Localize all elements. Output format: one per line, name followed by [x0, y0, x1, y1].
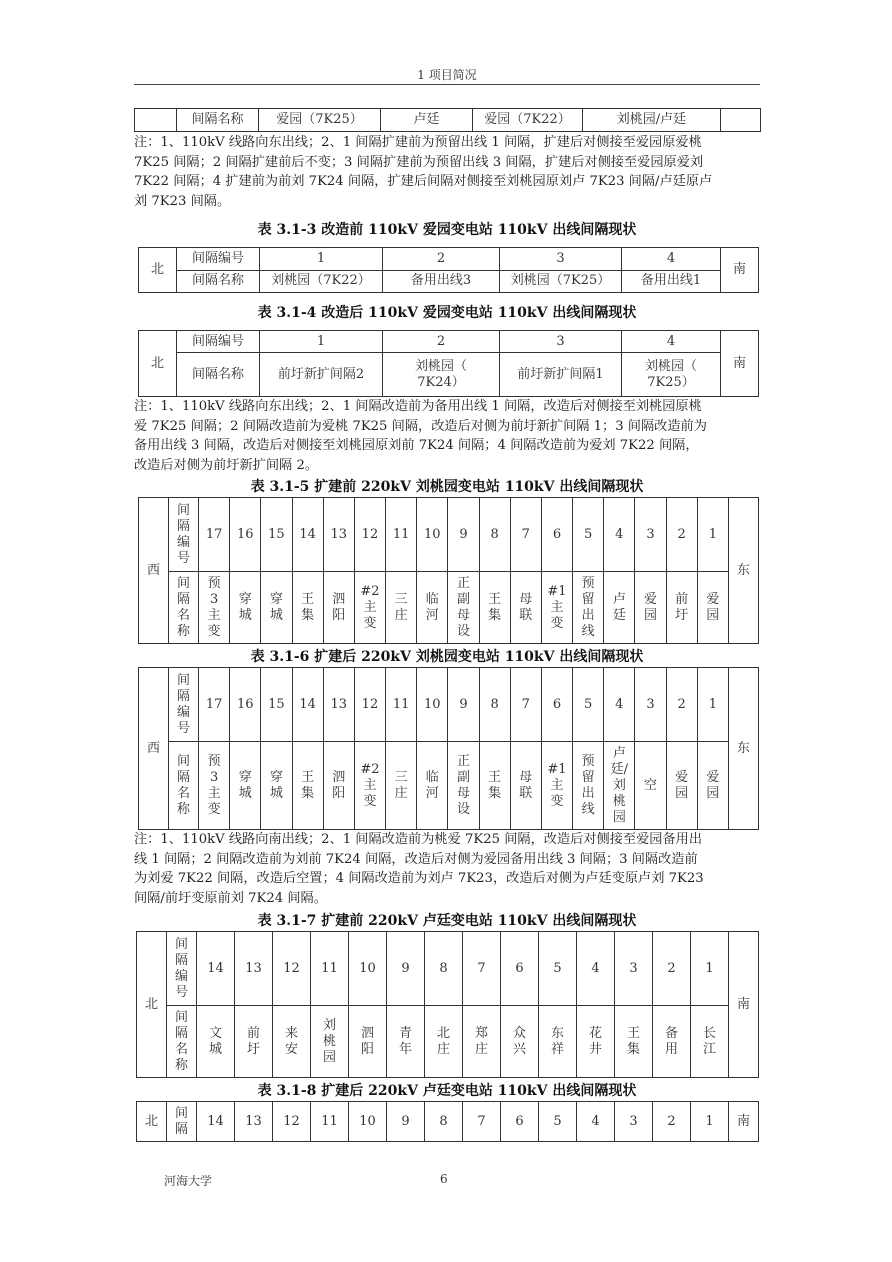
number-cell: 15 — [261, 668, 292, 742]
name-cell: 正 副 母 设 — [448, 572, 479, 644]
table-3-1-5 — [138, 497, 759, 644]
number-cell: 11 — [311, 932, 349, 1006]
direction-right: 东 — [728, 498, 758, 644]
number-cell: 12 — [273, 1102, 311, 1142]
number-cell: 6 — [501, 1102, 539, 1142]
number-cell: 4 — [577, 932, 615, 1006]
name-cell: 文 城 — [197, 1006, 235, 1078]
number-cell: 17 — [199, 668, 230, 742]
direction-right: 南 — [721, 331, 759, 397]
table-caption: 表 3.1-3 改造前 110kV 爱园变电站 110kV 出线间隔现状 — [257, 222, 637, 238]
number-cell: 12 — [354, 498, 385, 572]
number-cell: 16 — [230, 668, 261, 742]
number-cell: 2 — [666, 498, 697, 572]
table-caption: 表 3.1-5 扩建前 220kV 刘桃园变电站 110kV 出线间隔现状 — [250, 479, 644, 495]
name-cell: 空 — [635, 742, 666, 830]
number-cell: 4 — [622, 248, 721, 271]
name-cell: 北 庄 — [425, 1006, 463, 1078]
page-number: 6 — [440, 1172, 448, 1186]
page-header: 1 项目简况 — [417, 68, 477, 82]
table-3-1-3 — [138, 247, 759, 293]
name-cell: 备用出线3 — [383, 270, 500, 293]
number-cell: 2 — [383, 248, 500, 271]
table-row — [139, 248, 759, 271]
number-cell: 14 — [197, 1102, 235, 1142]
name-cell: 刘桃园（ 7K24） — [383, 353, 500, 397]
row-label: 间 隔 编 号 — [167, 932, 197, 1006]
table-row — [139, 353, 759, 397]
table-continued — [134, 108, 761, 132]
name-cell: 王 集 — [479, 742, 510, 830]
table-3-1-8 — [136, 1101, 759, 1142]
note-line: 间隔/前圩变原前刘 7K24 间隔。 — [134, 890, 327, 906]
name-cell: #1 主 变 — [541, 742, 572, 830]
number-cell: 13 — [235, 932, 273, 1006]
number-cell: 11 — [386, 668, 417, 742]
name-cell: 预 留 出 线 — [573, 572, 604, 644]
note-line: 线 1 间隔；2 间隔改造前为刘前 7K24 间隔，改造后对侧为爱园备用出线 3 间隔；3 间隔改造前 — [134, 851, 698, 867]
number-cell: 12 — [273, 932, 311, 1006]
name-cell: 前圩新扩间隔1 — [500, 353, 622, 397]
number-cell: 8 — [479, 668, 510, 742]
name-cell: 穿 城 — [261, 742, 292, 830]
direction-right: 东 — [728, 668, 758, 830]
note-3 — [134, 830, 760, 908]
name-cell: 泗 阳 — [349, 1006, 387, 1078]
number-cell: 8 — [425, 932, 463, 1006]
direction-left: 北 — [139, 248, 177, 293]
table-row — [137, 932, 759, 1006]
table-row — [139, 270, 759, 293]
number-cell: 7 — [510, 498, 541, 572]
note-line: 7K22 间隔；4 扩建前为前刘 7K24 间隔，扩建后间隔对侧接至刘桃园原刘卢 7K23 间隔/卢廷原卢 — [134, 174, 713, 189]
row-label: 间 隔 — [167, 1102, 197, 1142]
table-row — [139, 572, 759, 644]
name-cell: 东 祥 — [539, 1006, 577, 1078]
number-cell: 2 — [666, 668, 697, 742]
number-cell: 10 — [417, 668, 448, 742]
note-1 — [134, 133, 760, 211]
name-cell: 刘桃园（7K22） — [260, 270, 383, 293]
name-cell: 刘桃园（ 7K25） — [622, 353, 721, 397]
note-line: 为刘爱 7K22 间隔，改造后空置；4 间隔改造前为刘卢 7K23，改造后对侧为卢廷变原卢刘 7K23 — [134, 871, 704, 886]
number-cell: 7 — [510, 668, 541, 742]
note-2 — [134, 397, 760, 475]
direction-left: 西 — [139, 498, 169, 644]
note-line: 注：1、110kV 线路向南出线；2、1 间隔改造前为桃爱 7K25 间隔，改造后对侧接至爱园备用出 — [134, 832, 703, 847]
name-cell: 众 兴 — [501, 1006, 539, 1078]
number-cell: 1 — [697, 498, 728, 572]
name-cell: #2 主 变 — [354, 742, 385, 830]
direction-right: 南 — [729, 1102, 759, 1142]
name-cell: 穿 城 — [230, 742, 261, 830]
name-cell: 穿 城 — [261, 572, 292, 644]
number-cell: 1 — [691, 1102, 729, 1142]
table-cell: 卢廷 — [381, 109, 473, 132]
header-divider — [134, 84, 760, 85]
number-cell: 14 — [292, 498, 323, 572]
name-cell: 预 留 出 线 — [573, 742, 604, 830]
table-cell: 刘桃园/卢廷 — [583, 109, 721, 132]
name-cell: 来 安 — [273, 1006, 311, 1078]
table-row — [137, 1102, 759, 1142]
name-cell: 刘 桃 园 — [311, 1006, 349, 1078]
name-cell: 前圩新扩间隔2 — [260, 353, 383, 397]
number-cell: 14 — [197, 932, 235, 1006]
number-cell: 8 — [479, 498, 510, 572]
number-cell: 10 — [349, 1102, 387, 1142]
table-row — [139, 668, 759, 742]
note-line: 改造后对侧为前圩新扩间隔 2。 — [134, 457, 319, 473]
number-cell: 4 — [604, 498, 635, 572]
number-cell: 10 — [349, 932, 387, 1006]
name-cell: 母 联 — [510, 742, 541, 830]
number-cell: 2 — [653, 1102, 691, 1142]
number-cell: 6 — [501, 932, 539, 1006]
table-row — [139, 742, 759, 830]
name-cell: 郑 庄 — [463, 1006, 501, 1078]
number-cell: 3 — [635, 668, 666, 742]
number-cell: 9 — [448, 668, 479, 742]
row-label: 间 隔 名 称 — [169, 742, 199, 830]
row-label: 间 隔 编 号 — [169, 668, 199, 742]
name-cell: 母 联 — [510, 572, 541, 644]
name-cell: 备用出线1 — [622, 270, 721, 293]
table-row — [135, 109, 761, 132]
number-cell: 2 — [653, 932, 691, 1006]
table-cell: 爱园（7K22） — [473, 109, 583, 132]
row-label: 间隔编号 — [177, 331, 260, 353]
name-cell: 王 集 — [292, 572, 323, 644]
number-cell: 5 — [539, 932, 577, 1006]
number-cell: 3 — [615, 1102, 653, 1142]
note-line: 注：1、110kV 线路向东出线；2、1 间隔扩建前为预留出线 1 间隔，扩建后对侧接至爱园原爱桃 — [134, 135, 702, 150]
name-cell: 三 庄 — [386, 572, 417, 644]
name-cell: 前 圩 — [235, 1006, 273, 1078]
direction-left: 北 — [137, 932, 167, 1078]
table-row — [139, 498, 759, 572]
direction-right: 南 — [729, 932, 759, 1078]
number-cell: 4 — [622, 331, 721, 353]
number-cell: 5 — [573, 498, 604, 572]
number-cell: 4 — [604, 668, 635, 742]
row-label: 间隔名称 — [177, 109, 259, 132]
number-cell: 6 — [541, 498, 572, 572]
number-cell: 1 — [260, 248, 383, 271]
name-cell: 三 庄 — [386, 742, 417, 830]
name-cell: 王 集 — [479, 572, 510, 644]
row-label: 间隔编号 — [177, 248, 260, 271]
table-row — [137, 1006, 759, 1078]
name-cell: #2 主 变 — [354, 572, 385, 644]
footer-university: 河海大学 — [164, 1174, 213, 1188]
name-cell: 爱 园 — [697, 742, 728, 830]
direction-left: 西 — [139, 668, 169, 830]
number-cell: 3 — [500, 331, 622, 353]
number-cell: 1 — [691, 932, 729, 1006]
name-cell: 备 用 — [653, 1006, 691, 1078]
number-cell: 9 — [387, 1102, 425, 1142]
name-cell: 王 集 — [292, 742, 323, 830]
name-cell: 泗 阳 — [323, 742, 354, 830]
row-label: 间 隔 名 称 — [167, 1006, 197, 1078]
number-cell: 13 — [235, 1102, 273, 1142]
name-cell: 泗 阳 — [323, 572, 354, 644]
note-line: 爱 7K25 间隔；2 间隔改造前为爱桃 7K25 间隔，改造后对侧为前圩新扩间隔 1；3 间隔改造前为 — [134, 418, 707, 434]
name-cell: 卢 廷/ 刘 桃 园 — [604, 742, 635, 830]
number-cell: 7 — [463, 1102, 501, 1142]
name-cell: 前 圩 — [666, 572, 697, 644]
table-3-1-4 — [138, 330, 759, 397]
note-line: 注：1、110kV 线路向东出线；2、1 间隔改造前为备用出线 1 间隔，改造后对侧接至刘桃园原桃 — [134, 399, 702, 414]
name-cell: 爱 园 — [666, 742, 697, 830]
number-cell: 16 — [230, 498, 261, 572]
empty-cell — [721, 109, 761, 132]
number-cell: 14 — [292, 668, 323, 742]
direction-left: 北 — [139, 331, 177, 397]
number-cell: 1 — [697, 668, 728, 742]
table-3-1-6 — [138, 667, 759, 830]
number-cell: 11 — [311, 1102, 349, 1142]
name-cell: 穿 城 — [230, 572, 261, 644]
number-cell: 5 — [573, 668, 604, 742]
number-cell: 17 — [199, 498, 230, 572]
number-cell: 7 — [463, 932, 501, 1006]
name-cell: 王 集 — [615, 1006, 653, 1078]
note-line: 备用出线 3 间隔，改造后对侧接至刘桃园原刘前 7K24 间隔；4 间隔改造前为爱刘 7K22 间隔， — [134, 438, 699, 453]
number-cell: 3 — [500, 248, 622, 271]
empty-cell — [135, 109, 177, 132]
direction-right: 南 — [721, 248, 759, 293]
table-caption: 表 3.1-4 改造后 110kV 爱园变电站 110kV 出线间隔现状 — [257, 305, 637, 321]
row-label: 间 隔 名 称 — [169, 572, 199, 644]
number-cell: 1 — [260, 331, 383, 353]
table-row — [139, 331, 759, 353]
number-cell: 9 — [387, 932, 425, 1006]
table-caption: 表 3.1-8 扩建后 220kV 卢廷变电站 110kV 出线间隔现状 — [257, 1083, 637, 1099]
table-3-1-7 — [136, 931, 759, 1078]
name-cell: 爱 园 — [697, 572, 728, 644]
number-cell: 4 — [577, 1102, 615, 1142]
note-line: 7K25 间隔；2 间隔扩建前后不变；3 间隔扩建前为预留出线 3 间隔，扩建后对侧接至爱园原爱刘 — [134, 154, 704, 170]
number-cell: 11 — [386, 498, 417, 572]
row-label: 间隔名称 — [177, 353, 260, 397]
row-label: 间 隔 编 号 — [169, 498, 199, 572]
name-cell: #1 主 变 — [541, 572, 572, 644]
name-cell: 花 井 — [577, 1006, 615, 1078]
number-cell: 3 — [615, 932, 653, 1006]
note-line: 刘 7K23 间隔。 — [134, 193, 231, 209]
direction-left: 北 — [137, 1102, 167, 1142]
name-cell: 爱 园 — [635, 572, 666, 644]
number-cell: 12 — [354, 668, 385, 742]
name-cell: 临 河 — [417, 742, 448, 830]
name-cell: 预 3 主 变 — [199, 572, 230, 644]
number-cell: 5 — [539, 1102, 577, 1142]
number-cell: 13 — [323, 498, 354, 572]
number-cell: 2 — [383, 331, 500, 353]
number-cell: 9 — [448, 498, 479, 572]
number-cell: 15 — [261, 498, 292, 572]
number-cell: 10 — [417, 498, 448, 572]
table-cell: 爱园（7K25） — [259, 109, 381, 132]
name-cell: 青 年 — [387, 1006, 425, 1078]
number-cell: 6 — [541, 668, 572, 742]
number-cell: 8 — [425, 1102, 463, 1142]
name-cell: 刘桃园（7K25） — [500, 270, 622, 293]
number-cell: 13 — [323, 668, 354, 742]
row-label: 间隔名称 — [177, 270, 260, 293]
table-caption: 表 3.1-6 扩建后 220kV 刘桃园变电站 110kV 出线间隔现状 — [250, 649, 644, 665]
name-cell: 预 3 主 变 — [199, 742, 230, 830]
name-cell: 正 副 母 设 — [448, 742, 479, 830]
name-cell: 长 江 — [691, 1006, 729, 1078]
name-cell: 临 河 — [417, 572, 448, 644]
table-caption: 表 3.1-7 扩建前 220kV 卢廷变电站 110kV 出线间隔现状 — [257, 913, 637, 929]
number-cell: 3 — [635, 498, 666, 572]
name-cell: 卢 廷 — [604, 572, 635, 644]
